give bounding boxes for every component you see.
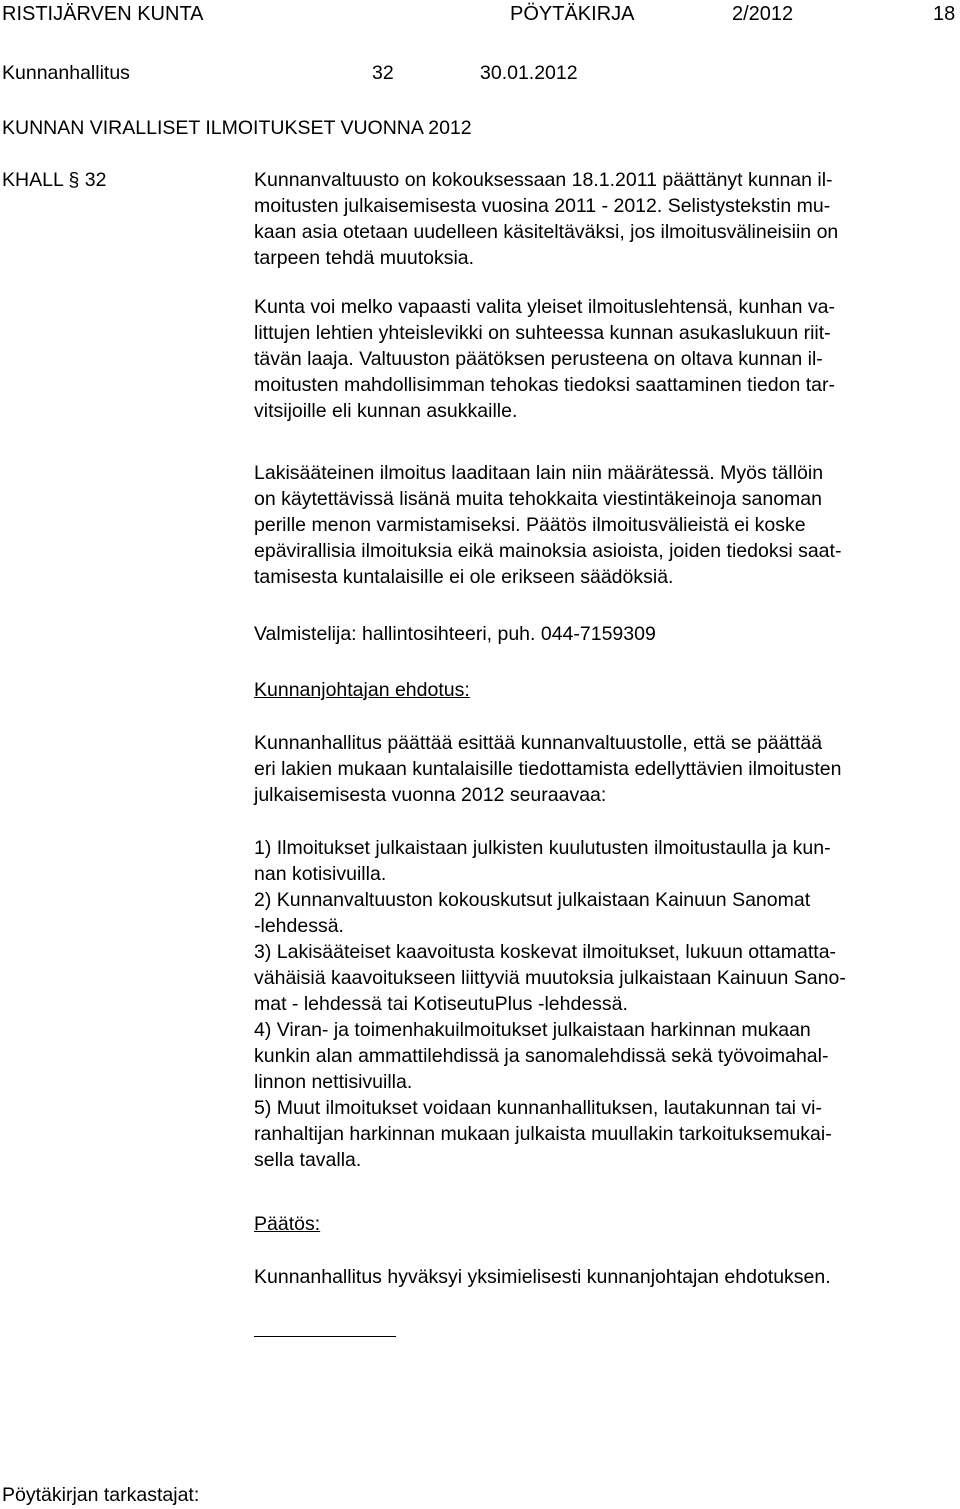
meeting-body: Kunnanhallitus — [2, 62, 130, 84]
proposal-heading-block — [254, 677, 954, 703]
org-name: RISTIJÄRVEN KUNTA — [2, 3, 204, 25]
footer-reviewers: Pöytäkirjan tarkastajat: — [2, 1484, 200, 1506]
text-line: moitusten julkaisemisesta vuosina 2011 - 2012. Selistystekstin mu- — [254, 195, 831, 217]
text-line: epävirallisia ilmoituksia eikä mainoksia asioista, joiden tiedoksi saat- — [254, 540, 842, 562]
text-line: kaan asia otetaan uudelleen käsiteltäväksi, jos ilmoitusvälineisiin on — [254, 221, 839, 243]
decision-heading: Päätös: — [254, 1213, 321, 1235]
text-line: Lakisääteinen ilmoitus laaditaan lain niin määrätessä. Myös tällöin — [254, 462, 824, 484]
paragraph-1 — [254, 167, 954, 271]
section-number: 32 — [372, 62, 394, 84]
list-item-line: ranhaltijan harkinnan mukaan julkaista muullakin tarkoituksemukai- — [254, 1123, 832, 1145]
text-line: Kunnanhallitus päättää esittää kunnanvaltuustolle, että se päättää — [254, 732, 823, 754]
list-item-line: -lehdessä. — [254, 915, 344, 937]
list-item-line: 4) Viran- ja toimenhakuilmoitukset julkaistaan harkinnan mukaan — [254, 1019, 811, 1041]
list-item-line: mat - lehdessä tai KotiseutuPlus -lehdessä. — [254, 993, 628, 1015]
page-number: 18 — [933, 3, 956, 25]
section-ref: KHALL § 32 — [2, 169, 107, 191]
subject-title: KUNNAN VIRALLISET ILMOITUKSET VUONNA 2012 — [2, 117, 472, 139]
list-item-line: 2) Kunnanvaltuuston kokouskutsut julkaistaan Kainuun Sanomat — [254, 889, 811, 911]
list-item-line: 5) Muut ilmoitukset voidaan kunnanhallituksen, lautakunnan tai vi- — [254, 1097, 822, 1119]
paragraph-2 — [254, 294, 954, 424]
text-line: perille menon varmistamiseksi. Päätös ilmoitusvälieistä ei koske — [254, 514, 806, 536]
list-item-line: kunkin alan ammattilehdissä ja sanomalehdissä sekä työvoimahal- — [254, 1045, 829, 1067]
decision-heading-block — [254, 1211, 954, 1237]
text-line: tävän laaja. Valtuuston päätöksen perusteena on oltava kunnan il- — [254, 348, 823, 370]
text-line: moitusten mahdollisimman tehokas tiedoksi saattaminen tiedon tar- — [254, 374, 835, 396]
proposal-intro — [254, 730, 954, 808]
text-line: on käytettävissä lisänä muita tehokkaita viestintäkeinoja sanoman — [254, 488, 822, 510]
text-line: julkaisemisesta vuonna 2012 seuraavaa: — [254, 784, 607, 806]
text-line: Kunta voi melko vapaasti valita yleiset ilmoituslehtensä, kunhan va- — [254, 296, 835, 318]
decision-block — [254, 1264, 954, 1290]
paragraph-3 — [254, 460, 954, 590]
list-item-line: 3) Lakisääteiset kaavoitusta koskevat ilmoitukset, lukuun ottamatta- — [254, 941, 837, 963]
text-line: Kunnanvaltuusto on kokouksessaan 18.1.2011 päättänyt kunnan il- — [254, 169, 833, 191]
preparer: Valmistelija: hallintosihteeri, puh. 044-7159309 — [254, 623, 656, 645]
doc-type: PÖYTÄKIRJA — [510, 3, 635, 25]
list-item-line: sella tavalla. — [254, 1149, 362, 1171]
text-line: vitsijoille eli kunnan asukkaille. — [254, 400, 518, 422]
meeting-date: 30.01.2012 — [480, 62, 578, 84]
text-line: eri lakien mukaan kuntalaisille tiedottamista edellyttävien ilmoitusten — [254, 758, 842, 780]
doc-number: 2/2012 — [732, 3, 794, 25]
list-item-line: vähäisiä kaavoitukseen liittyviä muutoksia julkaistaan Kainuun Sano- — [254, 967, 846, 989]
proposal-list — [254, 835, 954, 1173]
text-line: tarpeen tehdä muutoksia. — [254, 247, 475, 269]
list-item-line: nan kotisivuilla. — [254, 863, 387, 885]
proposal-heading: Kunnanjohtajan ehdotus: — [254, 679, 470, 701]
preparer-line — [254, 621, 954, 647]
decision-text: Kunnanhallitus hyväksyi yksimielisesti kunnanjohtajan ehdotuksen. — [254, 1266, 831, 1288]
signature-rule — [254, 1336, 396, 1337]
list-item-line: 1) Ilmoitukset julkaistaan julkisten kuulutusten ilmoitustaulla ja kun- — [254, 837, 831, 859]
text-line: littujen lehtien yhteislevikki on suhteessa kunnan asukaslukuun riit- — [254, 322, 831, 344]
list-item-line: linnon nettisivuilla. — [254, 1071, 413, 1093]
text-line: tamisesta kuntalaisille ei ole erikseen säädöksiä. — [254, 566, 674, 588]
